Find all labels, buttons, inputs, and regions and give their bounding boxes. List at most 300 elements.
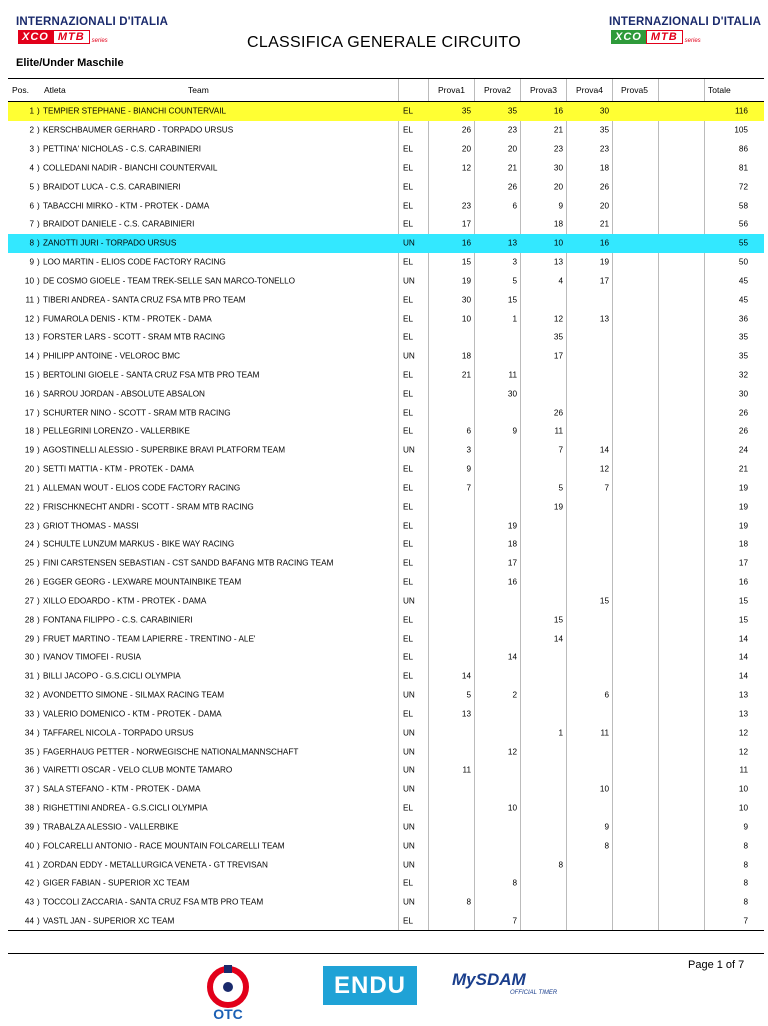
row-pos-paren: ) (37, 539, 40, 549)
row-total: 8 (743, 860, 748, 870)
row-total: 15 (738, 596, 748, 606)
row-athlete-team: FONTANA FILIPPO - C.S. CARABINIERI (43, 615, 193, 625)
row-total: 18 (738, 539, 748, 549)
row-total: 15 (738, 615, 748, 625)
row-pos-paren: ) (37, 445, 40, 455)
row-pos-paren: ) (37, 483, 40, 493)
row-pos: 43 (24, 897, 34, 907)
table-row (8, 422, 764, 441)
row-athlete-team: COLLEDANI NADIR - BIANCHI COUNTERVAIL (43, 163, 218, 173)
row-category: UN (403, 351, 415, 361)
row-prova2: 9 (512, 426, 517, 436)
page-number: Page 1 of 7 (688, 959, 745, 971)
header-prova1: Prova1 (438, 85, 465, 95)
row-pos-paren: ) (37, 389, 40, 399)
row-athlete-team: FUMAROLA DENIS - KTM - PROTEK - DAMA (43, 314, 212, 324)
table-row (8, 384, 764, 403)
row-category: UN (403, 784, 415, 794)
logo-title: INTERNAZIONALI D'ITALIA (609, 16, 762, 28)
row-prova2: 5 (512, 276, 517, 286)
row-athlete-team: ZANOTTI JURI - TORPADO URSUS (43, 238, 177, 248)
row-athlete-team: TABACCHI MIRKO - KTM - PROTEK - DAMA (43, 201, 210, 211)
row-prova2: 8 (512, 878, 517, 888)
row-total: 55 (738, 238, 748, 248)
row-athlete-team: VALERIO DOMENICO - KTM - PROTEK - DAMA (43, 709, 222, 719)
row-prova3: 21 (553, 125, 563, 135)
row-prova3: 4 (558, 276, 563, 286)
row-category: EL (403, 163, 414, 173)
row-category: UN (403, 690, 415, 700)
row-athlete-team: BRAIDOT DANIELE - C.S. CARABINIERI (43, 219, 195, 229)
table-row (8, 648, 764, 667)
row-prova3: 7 (558, 445, 563, 455)
row-total: 8 (743, 841, 748, 851)
row-total: 86 (738, 144, 748, 154)
row-prova3: 23 (553, 144, 563, 154)
row-prova4: 17 (599, 276, 609, 286)
row-prova1: 12 (461, 163, 471, 173)
row-category: EL (403, 106, 414, 116)
row-pos: 42 (24, 878, 34, 888)
row-pos: 3 (29, 144, 34, 154)
row-prova2: 3 (512, 257, 517, 267)
row-prova3: 13 (553, 257, 563, 267)
table-body (8, 102, 764, 930)
row-pos-paren: ) (37, 182, 40, 192)
row-pos-paren: ) (37, 163, 40, 173)
row-category: UN (403, 238, 415, 248)
row-category: EL (403, 634, 414, 644)
header-pos: Pos. (12, 85, 30, 95)
table-row (8, 686, 764, 705)
row-category: EL (403, 521, 414, 531)
row-prova4: 9 (604, 822, 609, 832)
table-row (8, 328, 764, 347)
row-total: 19 (738, 521, 748, 531)
table-row (8, 836, 764, 855)
row-prova3: 1 (558, 728, 563, 738)
row-total: 24 (738, 445, 748, 455)
row-pos-paren: ) (37, 822, 40, 832)
table-row (8, 629, 764, 648)
row-pos-paren: ) (37, 558, 40, 568)
table-row (8, 196, 764, 215)
row-athlete-team: SCHULTE LUNZUM MARKUS - BIKE WAY RACING (43, 539, 235, 549)
logo-mtb: MTB (53, 30, 90, 44)
row-prova1: 19 (461, 276, 471, 286)
row-category: UN (403, 445, 415, 455)
row-pos: 37 (24, 784, 34, 794)
row-prova4: 35 (599, 125, 609, 135)
row-total: 35 (738, 332, 748, 342)
row-total: 50 (738, 257, 748, 267)
row-pos-paren: ) (37, 728, 40, 738)
row-category: EL (403, 408, 414, 418)
row-pos-paren: ) (37, 238, 40, 248)
table-row (8, 799, 764, 818)
row-athlete-team: PETTINA' NICHOLAS - C.S. CARABINIERI (43, 144, 202, 154)
row-pos-paren: ) (37, 332, 40, 342)
row-athlete-team: DE COSMO GIOELE - TEAM TREK-SELLE SAN MARCO-TONELLO (43, 276, 296, 286)
row-athlete-team: SETTI MATTIA - KTM - PROTEK - DAMA (43, 464, 194, 474)
row-pos-paren: ) (37, 314, 40, 324)
row-pos-paren: ) (37, 521, 40, 531)
row-prova1: 7 (466, 483, 471, 493)
row-pos: 38 (24, 803, 34, 813)
row-athlete-team: SALA STEFANO - KTM - PROTEK - DAMA (43, 784, 201, 794)
table-row (8, 573, 764, 592)
row-prova4: 13 (599, 314, 609, 324)
row-athlete-team: ALLEMAN WOUT - ELIOS CODE FACTORY RACING (43, 483, 241, 493)
row-category: EL (403, 615, 414, 625)
row-prova3: 19 (553, 502, 563, 512)
table-row (8, 479, 764, 498)
logo-title: INTERNAZIONALI D'ITALIA (16, 16, 169, 28)
row-prova4: 12 (599, 464, 609, 474)
row-prova4: 8 (604, 841, 609, 851)
row-total: 7 (743, 916, 748, 926)
row-category: UN (403, 897, 415, 907)
row-pos: 14 (24, 351, 34, 361)
row-total: 13 (738, 709, 748, 719)
mysdam-logo (452, 970, 592, 1010)
row-athlete-team: AGOSTINELLI ALESSIO - SUPERBIKE BRAVI PLATFORM TEAM (43, 445, 286, 455)
row-category: EL (403, 370, 414, 380)
row-pos-paren: ) (37, 295, 40, 305)
table-row (8, 460, 764, 479)
row-pos: 5 (29, 182, 34, 192)
row-prova1: 13 (461, 709, 471, 719)
row-prova1: 8 (466, 897, 471, 907)
row-pos: 9 (29, 257, 34, 267)
row-pos: 6 (29, 201, 34, 211)
row-prova1: 6 (466, 426, 471, 436)
row-pos-paren: ) (37, 276, 40, 286)
row-prova4: 10 (599, 784, 609, 794)
row-total: 17 (738, 558, 748, 568)
row-category: EL (403, 878, 414, 888)
row-prova2: 19 (507, 521, 517, 531)
row-category: EL (403, 257, 414, 267)
row-pos-paren: ) (37, 351, 40, 361)
table-row (8, 121, 764, 140)
row-athlete-team: IVANOV TIMOFEI - RUSIA (43, 652, 141, 662)
footer-divider (8, 953, 764, 954)
row-prova4: 18 (599, 163, 609, 173)
row-prova3: 18 (553, 219, 563, 229)
row-pos: 1 (29, 106, 34, 116)
row-pos-paren: ) (37, 916, 40, 926)
row-prova4: 15 (599, 596, 609, 606)
row-prova2: 21 (507, 163, 517, 173)
row-total: 8 (743, 878, 748, 888)
row-prova4: 26 (599, 182, 609, 192)
row-pos-paren: ) (37, 464, 40, 474)
row-category: UN (403, 765, 415, 775)
table-row (8, 742, 764, 761)
row-pos: 39 (24, 822, 34, 832)
row-athlete-team: LOO MARTIN - ELIOS CODE FACTORY RACING (43, 257, 226, 267)
row-pos-paren: ) (37, 747, 40, 757)
table-row (8, 158, 764, 177)
table-row (8, 516, 764, 535)
row-pos-paren: ) (37, 841, 40, 851)
row-pos: 27 (24, 596, 34, 606)
row-prova1: 5 (466, 690, 471, 700)
row-prova3: 15 (553, 615, 563, 625)
table-row (8, 253, 764, 272)
row-category: EL (403, 558, 414, 568)
table-row (8, 441, 764, 460)
row-total: 14 (738, 652, 748, 662)
row-prova3: 9 (558, 201, 563, 211)
row-prova2: 14 (507, 652, 517, 662)
row-category: UN (403, 596, 415, 606)
row-prova3: 5 (558, 483, 563, 493)
row-pos: 2 (29, 125, 34, 135)
row-pos: 28 (24, 615, 34, 625)
row-prova2: 10 (507, 803, 517, 813)
row-pos: 16 (24, 389, 34, 399)
header-total: Totale (708, 85, 731, 95)
row-total: 10 (738, 784, 748, 794)
row-athlete-team: PHILIPP ANTOINE - VELOROC BMC (43, 351, 181, 361)
table-row (8, 309, 764, 328)
row-prova4: 11 (600, 728, 609, 738)
row-athlete-team: GRIOT THOMAS - MASSI (43, 521, 139, 531)
row-prova4: 20 (599, 201, 609, 211)
row-prova2: 2 (512, 690, 517, 700)
row-pos-paren: ) (37, 426, 40, 436)
table-row (8, 667, 764, 686)
row-prova1: 30 (461, 295, 471, 305)
table-row (8, 497, 764, 516)
row-prova1: 3 (466, 445, 471, 455)
row-category: EL (403, 464, 414, 474)
row-athlete-team: AVONDETTO SIMONE - SILMAX RACING TEAM (43, 690, 225, 700)
row-pos: 41 (24, 860, 34, 870)
row-prova1: 20 (461, 144, 471, 154)
row-prova2: 20 (507, 144, 517, 154)
table-row (8, 874, 764, 893)
row-pos-paren: ) (37, 201, 40, 211)
table-row (8, 535, 764, 554)
standings-table (8, 78, 764, 931)
row-total: 105 (734, 125, 748, 135)
row-total: 12 (738, 728, 748, 738)
row-athlete-team: TOCCOLI ZACCARIA - SANTA CRUZ FSA MTB PRO TEAM (43, 897, 264, 907)
row-pos: 20 (24, 464, 34, 474)
row-category: EL (403, 709, 414, 719)
row-pos-paren: ) (37, 106, 40, 116)
row-athlete-team: XILLO EDOARDO - KTM - PROTEK - DAMA (43, 596, 207, 606)
table-row (8, 234, 764, 253)
row-prova1: 9 (466, 464, 471, 474)
row-total: 21 (738, 464, 748, 474)
row-category: UN (403, 728, 415, 738)
row-prova2: 35 (507, 106, 517, 116)
row-pos-paren: ) (37, 408, 40, 418)
table-row (8, 723, 764, 742)
row-athlete-team: BERTOLINI GIOELE - SANTA CRUZ FSA MTB PRO TEAM (43, 370, 260, 380)
row-category: EL (403, 426, 414, 436)
row-category: EL (403, 295, 414, 305)
row-pos-paren: ) (37, 897, 40, 907)
row-prova2: 16 (507, 577, 517, 587)
row-athlete-team: SCHURTER NINO - SCOTT - SRAM MTB RACING (43, 408, 231, 418)
table-row (8, 705, 764, 724)
table-row (8, 855, 764, 874)
table-row (8, 215, 764, 234)
row-pos: 4 (29, 163, 34, 173)
category-label: Elite/Under Maschile (16, 57, 124, 69)
row-total: 35 (738, 351, 748, 361)
row-total: 116 (734, 106, 748, 116)
row-pos: 44 (24, 916, 34, 926)
row-category: EL (403, 502, 414, 512)
row-athlete-team: TIBERI ANDREA - SANTA CRUZ FSA MTB PRO TEAM (43, 295, 246, 305)
page-title: CLASSIFICA GENERALE CIRCUITO (247, 34, 521, 51)
row-prova4: 14 (599, 445, 609, 455)
row-pos-paren: ) (37, 784, 40, 794)
table-row (8, 140, 764, 159)
row-athlete-team: VAIRETTI OSCAR - VELO CLUB MONTE TAMARO (43, 765, 233, 775)
row-athlete-team: RIGHETTINI ANDREA - G.S.CICLI OLYMPIA (43, 803, 208, 813)
row-athlete-team: FINI CARSTENSEN SEBASTIAN - CST SANDD BAFANG MTB RACING TEAM (43, 558, 334, 568)
row-total: 13 (738, 690, 748, 700)
row-prova4: 19 (599, 257, 609, 267)
row-total: 26 (738, 426, 748, 436)
row-total: 32 (738, 370, 748, 380)
header-team: Team (188, 85, 209, 95)
row-prova3: 12 (553, 314, 563, 324)
row-prova2: 12 (507, 747, 517, 757)
table-row (8, 102, 764, 121)
row-category: EL (403, 332, 414, 342)
table-row (8, 554, 764, 573)
row-athlete-team: BILLI JACOPO - G.S.CICLI OLYMPIA (43, 671, 181, 681)
header-prova5: Prova5 (621, 85, 648, 95)
table-header (8, 79, 764, 102)
mysdam-subtitle: OFFICIAL TIMER (510, 990, 558, 996)
row-pos-paren: ) (37, 257, 40, 267)
row-prova3: 8 (558, 860, 563, 870)
row-category: EL (403, 577, 414, 587)
row-pos: 11 (25, 295, 34, 305)
row-pos: 22 (24, 502, 34, 512)
row-pos: 15 (24, 370, 34, 380)
row-athlete-team: FRUET MARTINO - TEAM LAPIERRE - TRENTINO - ALE' (43, 634, 256, 644)
row-prova2: 7 (512, 916, 517, 926)
row-athlete-team: TAFFAREL NICOLA - TORPADO URSUS (43, 728, 194, 738)
row-category: EL (403, 201, 414, 211)
row-category: EL (403, 803, 414, 813)
row-prova1: 16 (461, 238, 471, 248)
row-athlete-team: FORSTER LARS - SCOTT - SRAM MTB RACING (43, 332, 226, 342)
row-total: 58 (738, 201, 748, 211)
row-athlete-team: FRISCHKNECHT ANDRI - SCOTT - SRAM MTB RACING (43, 502, 254, 512)
row-category: EL (403, 144, 414, 154)
row-prova2: 13 (507, 238, 517, 248)
row-pos-paren: ) (37, 634, 40, 644)
row-total: 14 (738, 634, 748, 644)
row-prova3: 10 (553, 238, 563, 248)
row-athlete-team: FAGERHAUG PETTER - NORWEGISCHE NATIONALMANNSCHAFT (43, 747, 299, 757)
row-total: 36 (738, 314, 748, 324)
row-athlete-team: SARROU JORDAN - ABSOLUTE ABSALON (43, 389, 205, 399)
row-prova2: 23 (507, 125, 517, 135)
header-prova4: Prova4 (576, 85, 603, 95)
row-total: 56 (738, 219, 748, 229)
row-category: EL (403, 314, 414, 324)
row-prova1: 15 (461, 257, 471, 267)
row-prova2: 30 (507, 389, 517, 399)
row-prova1: 11 (462, 765, 471, 775)
row-pos: 36 (24, 765, 34, 775)
row-prova1: 14 (461, 671, 471, 681)
row-pos: 23 (24, 521, 34, 531)
row-prova3: 14 (553, 634, 563, 644)
table-row (8, 177, 764, 196)
row-pos-paren: ) (37, 690, 40, 700)
row-prova3: 17 (553, 351, 563, 361)
row-athlete-team: PELLEGRINI LORENZO - VALLERBIKE (43, 426, 190, 436)
row-prova4: 16 (599, 238, 609, 248)
row-total: 26 (738, 408, 748, 418)
header-prova2: Prova2 (484, 85, 511, 95)
row-prova3: 26 (553, 408, 563, 418)
row-pos: 26 (24, 577, 34, 587)
row-category: EL (403, 219, 414, 229)
row-pos-paren: ) (37, 860, 40, 870)
table-row (8, 271, 764, 290)
row-total: 30 (738, 389, 748, 399)
row-total: 45 (738, 295, 748, 305)
row-pos-paren: ) (37, 577, 40, 587)
row-prova4: 6 (604, 690, 609, 700)
row-athlete-team: ZORDAN EDDY - METALLURGICA VENETA - GT TREVISAN (43, 860, 268, 870)
row-pos-paren: ) (37, 219, 40, 229)
row-prova2: 1 (512, 314, 517, 324)
row-prova1: 21 (461, 370, 471, 380)
row-prova3: 30 (553, 163, 563, 173)
row-pos-paren: ) (37, 878, 40, 888)
row-total: 16 (738, 577, 748, 587)
row-total: 81 (738, 163, 748, 173)
table-row (8, 780, 764, 799)
table-row (8, 893, 764, 912)
table-row (8, 610, 764, 629)
row-pos: 24 (24, 539, 34, 549)
row-athlete-team: KERSCHBAUMER GERHARD - TORPADO URSUS (43, 125, 234, 135)
row-athlete-team: FOLCARELLI ANTONIO - RACE MOUNTAIN FOLCARELLI TEAM (43, 841, 285, 851)
row-total: 10 (738, 803, 748, 813)
row-athlete-team: TRABALZA ALESSIO - VALLERBIKE (43, 822, 179, 832)
row-pos: 13 (24, 332, 34, 342)
row-total: 8 (743, 897, 748, 907)
row-pos-paren: ) (37, 652, 40, 662)
row-prova2: 11 (508, 370, 517, 380)
row-category: EL (403, 389, 414, 399)
row-prova1: 18 (461, 351, 471, 361)
table-row (8, 366, 764, 385)
row-pos-paren: ) (37, 144, 40, 154)
row-category: UN (403, 841, 415, 851)
row-prova1: 17 (461, 219, 471, 229)
row-pos-paren: ) (37, 125, 40, 135)
row-prova3: 11 (554, 426, 563, 436)
row-pos: 10 (24, 276, 34, 286)
